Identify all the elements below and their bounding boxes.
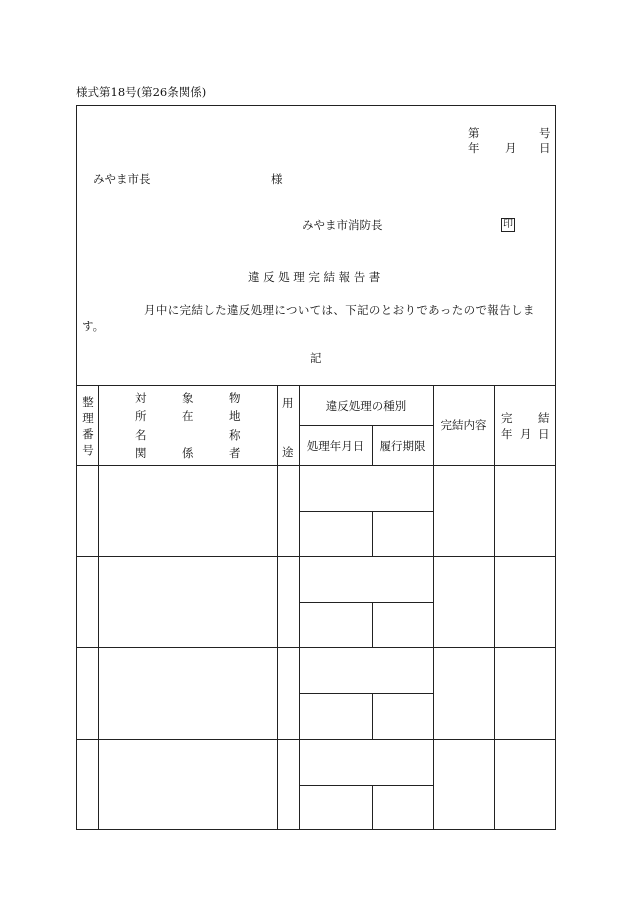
number-dai: 第 xyxy=(468,126,480,140)
col-line-1 xyxy=(98,385,99,830)
body-text-line1: 月中に完結した違反処理については、下記のとおりであったので報告しま xyxy=(144,303,535,317)
row1-split xyxy=(372,511,373,556)
row-divider-3 xyxy=(76,739,556,740)
header-yoto-2: 途 xyxy=(282,445,294,459)
form-label: 様式第18号(第26条関係) xyxy=(76,85,207,99)
header-seiri-bango: 整 理 番 号 xyxy=(82,395,94,457)
report-title: 違反処理完結報告書 xyxy=(248,270,384,284)
date-nen: 年 xyxy=(468,141,480,155)
header-subline xyxy=(299,425,433,426)
row2-subline xyxy=(299,602,433,603)
row4-split xyxy=(372,785,373,830)
row3-subline xyxy=(299,693,433,694)
header-shori-date: 処理年月日 xyxy=(306,439,365,453)
header-ihan-type: 違反処理の種別 xyxy=(325,399,407,413)
form-frame xyxy=(76,105,556,830)
row3-split xyxy=(372,693,373,739)
table-header-bottom-line xyxy=(76,465,556,466)
addressee-name: みやま市長 xyxy=(93,172,151,186)
row-divider-2 xyxy=(76,647,556,648)
col-line-2 xyxy=(277,385,278,830)
row-divider-1 xyxy=(76,556,556,557)
header-kanketsu-naiyo: 完結内容 xyxy=(440,418,487,432)
col-line-5 xyxy=(494,385,495,830)
date-tsuki: 月 xyxy=(505,141,517,155)
addressee-sama: 様 xyxy=(271,172,283,186)
row2-split xyxy=(372,602,373,647)
col-line-4 xyxy=(433,385,434,830)
table-top-line xyxy=(76,385,556,386)
sender-name: みやま市消防長 xyxy=(302,218,383,232)
date-hi: 日 xyxy=(539,141,551,155)
row4-subline xyxy=(299,785,433,786)
row1-subline xyxy=(299,511,433,512)
body-text-line2: す。 xyxy=(82,319,105,333)
seal-mark: 印 xyxy=(503,219,513,230)
ki-label: 記 xyxy=(310,351,322,365)
header-yoto-1: 用 xyxy=(282,396,294,410)
number-go: 号 xyxy=(539,126,551,140)
header-rikou-kigen: 履行期限 xyxy=(379,439,426,453)
